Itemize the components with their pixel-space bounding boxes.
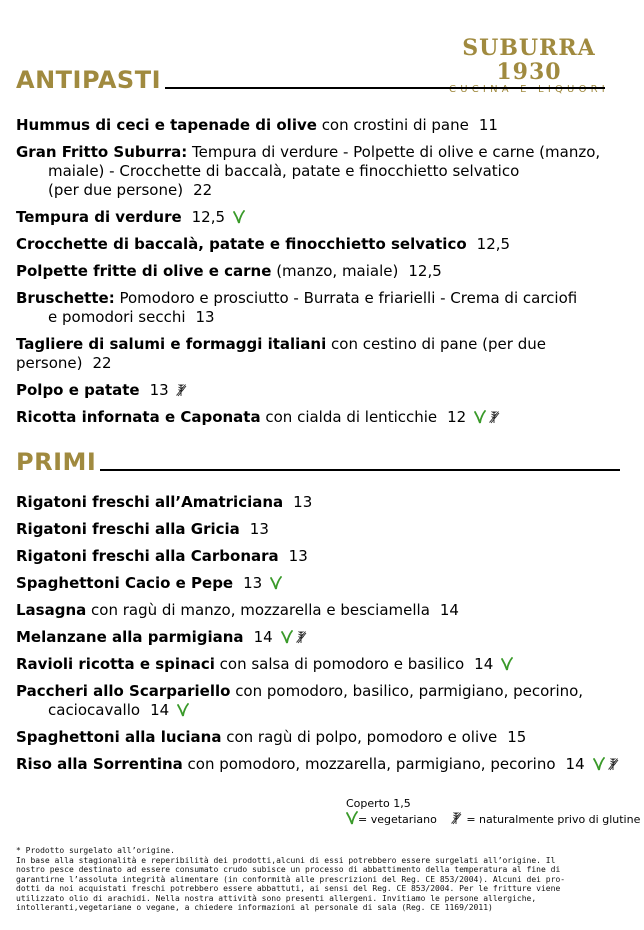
brand-name: SUBURRA 1930 — [462, 35, 596, 85]
menu-item — [16, 574, 628, 593]
item-price: 14 — [253, 628, 273, 646]
item-price: 15 — [507, 728, 527, 746]
footnote-line: intolleranti,vegetariane o vegane, a chiedere informazioni al personale di sala (Reg. CE 1169/2011) — [16, 903, 493, 912]
leaf-v-icon — [474, 410, 486, 424]
item-name: Spaghettoni alla luciana — [16, 728, 222, 746]
menu-item — [16, 628, 628, 647]
item-price: 12 — [447, 408, 467, 426]
menu-item — [16, 520, 628, 539]
item-price: 13 — [293, 493, 313, 511]
item-desc: con pomodoro, mozzarella, parmigiano, pecorino — [182, 755, 556, 773]
allergen-footnote — [16, 846, 628, 913]
section-title-primi — [16, 448, 620, 476]
leaf-v-icon — [270, 576, 282, 590]
menu-item — [16, 235, 628, 254]
item-name: Lasagna — [16, 601, 87, 619]
item-desc: Pomodoro e prosciutto - Burrata e friarielli - Crema di carciofi — [114, 289, 578, 307]
item-price: 22 — [92, 354, 112, 372]
item-desc-continued: maiale) - Crocchette di baccalà, patate e finocchietto selvatico — [48, 162, 520, 180]
menu-item — [16, 728, 628, 747]
item-price: 12,5 — [408, 262, 442, 280]
footnote-line: dotti da noi acquistati freschi potrebbero essere abbattuti, ai sensi del Reg. CE 853/2004. Per le fritture viene — [16, 884, 561, 893]
item-desc-continued — [16, 701, 628, 720]
footnote-line: In base alla stagionalità e reperibilità dei prodotti,alcuni di essi potrebbero essere surgelati all’origine. Il — [16, 855, 556, 865]
menu-item — [16, 408, 628, 427]
menu-item — [16, 601, 628, 620]
item-name: Spaghettoni Cacio e Pepe — [16, 574, 234, 592]
item-price: 14 — [439, 601, 459, 619]
legend-icons — [346, 811, 640, 827]
leaf-v-icon — [281, 630, 293, 644]
item-name: Bruschette: — [16, 289, 115, 307]
item-desc-continued — [16, 308, 628, 327]
item-name: Polpette fritte di olive e carne — [16, 262, 272, 280]
legend-gluten-free: = naturalmente privo di glutine — [466, 813, 641, 826]
brand-subtitle: CUCINA E LIQUORI — [449, 84, 609, 95]
item-desc: e pomodori secchi — [48, 308, 186, 326]
item-desc: Tempura di verdure - Polpette di olive e carne (manzo, — [187, 143, 601, 161]
item-name: Rigatoni freschi alla Gricia — [16, 520, 240, 538]
menu-item — [16, 655, 628, 674]
section-title-antipasti — [16, 66, 605, 94]
item-name: Tempura di verdure — [16, 208, 182, 226]
coperto-note: Coperto 1,5 — [346, 797, 411, 810]
menu-item — [16, 493, 628, 512]
menu-legend — [346, 796, 640, 827]
item-desc: con ragù di manzo, mozzarella e besciamella — [86, 601, 430, 619]
section-title-text: ANTIPASTI — [16, 66, 162, 94]
legend-vegetarian: = vegetariano — [358, 813, 437, 826]
menu-item — [16, 262, 628, 281]
leaf-v-icon — [593, 757, 605, 771]
item-desc-continued — [16, 181, 628, 200]
item-name: Ravioli ricotta e spinaci — [16, 655, 215, 673]
crossed-wheat-icon — [175, 383, 187, 397]
item-price: 11 — [478, 116, 498, 134]
item-price: 22 — [193, 181, 213, 199]
item-desc: con cialda di lenticchie — [260, 408, 438, 426]
item-name: Hummus di ceci e tapenade di olive — [16, 116, 317, 134]
item-price: 14 — [474, 655, 494, 673]
item-price: 12,5 — [191, 208, 226, 226]
menu-item — [16, 289, 628, 327]
menu-item — [16, 208, 628, 227]
footnote-line: nostro pesce destinato ad essere consumato crudo subisce un processo di abbattimento della temperatura al fine di — [16, 865, 561, 874]
item-name: Tagliere di salumi e formaggi italiani — [16, 335, 327, 353]
section-title-text: PRIMI — [16, 448, 97, 476]
item-name: Riso alla Sorrentina — [16, 755, 183, 773]
leaf-v-icon — [346, 811, 358, 825]
item-desc: (per due persone) — [48, 181, 184, 199]
footnote-line: utilizzato olio di arachidi. Nella nostra attività sono presenti allergeni. Invitiamo le persone allergiche, — [16, 893, 537, 903]
item-name: Crocchette di baccalà, patate e finocchietto selvatico — [16, 235, 467, 253]
leaf-v-icon — [233, 210, 245, 224]
item-price: 14 — [565, 755, 585, 773]
item-price: 13 — [288, 547, 308, 565]
primi-list — [16, 493, 628, 782]
item-name: Polpo e patate — [16, 381, 140, 399]
footnote-line: garantirne l’assoluta integrità alimentare (in conformità alle prescrizioni del Reg. CE 853/2004). Alcuni dei pro- — [16, 874, 566, 884]
leaf-v-icon — [177, 703, 189, 717]
leaf-v-icon — [501, 657, 513, 671]
title-underline — [100, 469, 620, 471]
antipasti-list — [16, 116, 628, 435]
title-underline — [165, 87, 605, 89]
item-desc: con pomodoro, basilico, parmigiano, pecorino, — [230, 682, 584, 700]
item-name: Paccheri allo Scarpariello — [16, 682, 231, 700]
crossed-wheat-icon — [488, 410, 500, 424]
footnote-line: * Prodotto surgelato all’origine. — [16, 846, 175, 855]
item-desc: con cestino di pane (per due persone) — [16, 335, 546, 372]
item-name: Melanzane alla parmigiana — [16, 628, 244, 646]
menu-item — [16, 116, 628, 135]
item-desc: (manzo, maiale) — [271, 262, 399, 280]
crossed-wheat-icon — [295, 630, 307, 644]
menu-item — [16, 143, 628, 200]
item-name: Rigatoni freschi alla Carbonara — [16, 547, 279, 565]
item-desc: con ragù di polpo, pomodoro e olive — [221, 728, 498, 746]
item-price: 13 — [249, 520, 269, 538]
item-price: 13 — [149, 381, 169, 399]
item-price: 13 — [243, 574, 263, 592]
item-price: 13 — [195, 308, 215, 326]
item-name: Rigatoni freschi all’Amatriciana — [16, 493, 284, 511]
menu-item — [16, 682, 628, 720]
item-price: 14 — [150, 701, 170, 719]
menu-item — [16, 335, 628, 373]
item-price: 12,5 — [476, 235, 511, 253]
menu-item — [16, 547, 628, 566]
item-desc: con crostini di pane — [316, 116, 469, 134]
item-desc: caciocavallo — [48, 701, 141, 719]
crossed-wheat-icon — [450, 811, 462, 825]
crossed-wheat-icon — [607, 757, 619, 771]
item-name: Gran Fritto Suburra: — [16, 143, 188, 161]
menu-item — [16, 755, 628, 774]
menu-item — [16, 381, 628, 400]
item-desc: con salsa di pomodoro e basilico — [214, 655, 465, 673]
item-name: Ricotta infornata e Caponata — [16, 408, 261, 426]
